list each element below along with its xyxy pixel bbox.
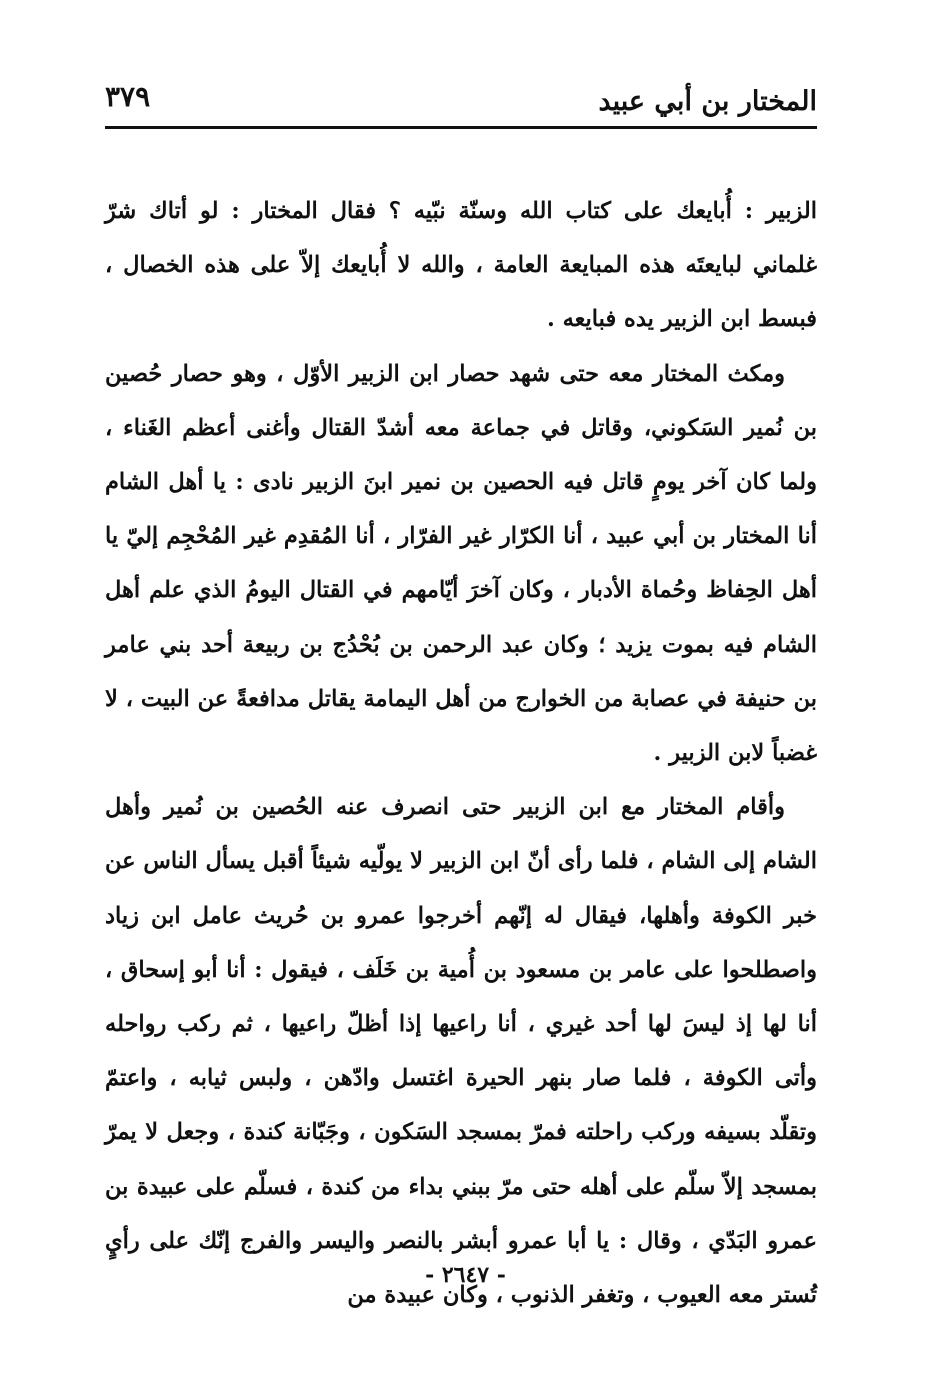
paragraph: ومكث المختار معه حتى شهد حصار ابن الزبير الأوّل ، وهو حصار حُصين بن نُمير السَكوني، وقاتل في جماعة معه أشدّ القتال وأغنى أعظم الغَناء ، ولما كان آخر يومٍ قاتل فيه الحصين بن نمير ابنَ الزبير نادى : يا أهل الشام أنا المختار بن أبي عبيد ، أنا الكرّار غير الفرّار ، أنا المُقدِم غير المُحْجِم إليّ يا أهل الحِفاظ وحُماة الأدبار ، وكان آخرَ أيّامهم في القتال اليومُ الذي علم أهل الشام فيه بموت يزيد ؛ وكان عبد الرحمن بن بُحْدُج بن ربيعة أحد بني عامر بن حنيفة في عصابة من الخوارج من أهل اليمامة يقاتل مدافعةً عن البيت ، لا غضباً لابن الزبير . (105, 360, 817, 767)
paragraph: وأقام المختار مع ابن الزبير حتى انصرف عنه الحُصين بن نُمير وأهل الشام إلى الشام ، فلما رأى أنّ ابن الزبير لا يولّيه شيئاً أقبل يسأل الناس عن خبر الكوفة وأهلها، فيقال له إنّهم أخرجوا عمرو بن حُريث عامل ابن زياد واصطلحوا على عامر بن مسعود بن أُمية بن خَلَف ، فيقول : أنا أبو إسحاق ، أنا لها إذ ليسَ لها أحد غيري ، أنا راعيها إذا أظلّ راعيها ، ثم ركب رواحله وأتى الكوفة ، فلما صار بنهر الحيرة اغتسل وادّهن ، ولبس ثيابه ، واعتمّ وتقلّد بسيفه وركب راحلته فمرّ بمسجد السَكون ، وجَبّانة كندة ، وجعل لا يمرّ بمسجد إلاّ سلّم على أهله حتى مرّ ببني بداء من كندة ، فسلّم على عبيدة بن عمرو البَدّي ، وقال : يا أبا عمرو أبشر بالنصر واليسر والفرج إنّك على رأيٍ تُستر معه العيوب ، وتغفر الذنوب ، وكان عبيدة من (105, 794, 817, 1309)
paragraph: الزبير : أُبايعك على كتاب الله وسنّة نبّيه ؟ فقال المختار : لو أتاك شرّ غلماني لبايعتَه هذه المبايعة العامة ، والله لا أُبايعك إلاّ على هذه الخصال ، فبسط ابن الزبير يده فبايعه . (105, 198, 817, 333)
running-title: المختار بن أبي عبيد (598, 86, 817, 117)
body-text (105, 184, 817, 1322)
folio-number: - ٢٦٤٧ - (425, 1262, 506, 1288)
page-header (105, 72, 817, 126)
page-number: ٣٧٩ (105, 80, 151, 113)
header-rule (105, 126, 817, 129)
